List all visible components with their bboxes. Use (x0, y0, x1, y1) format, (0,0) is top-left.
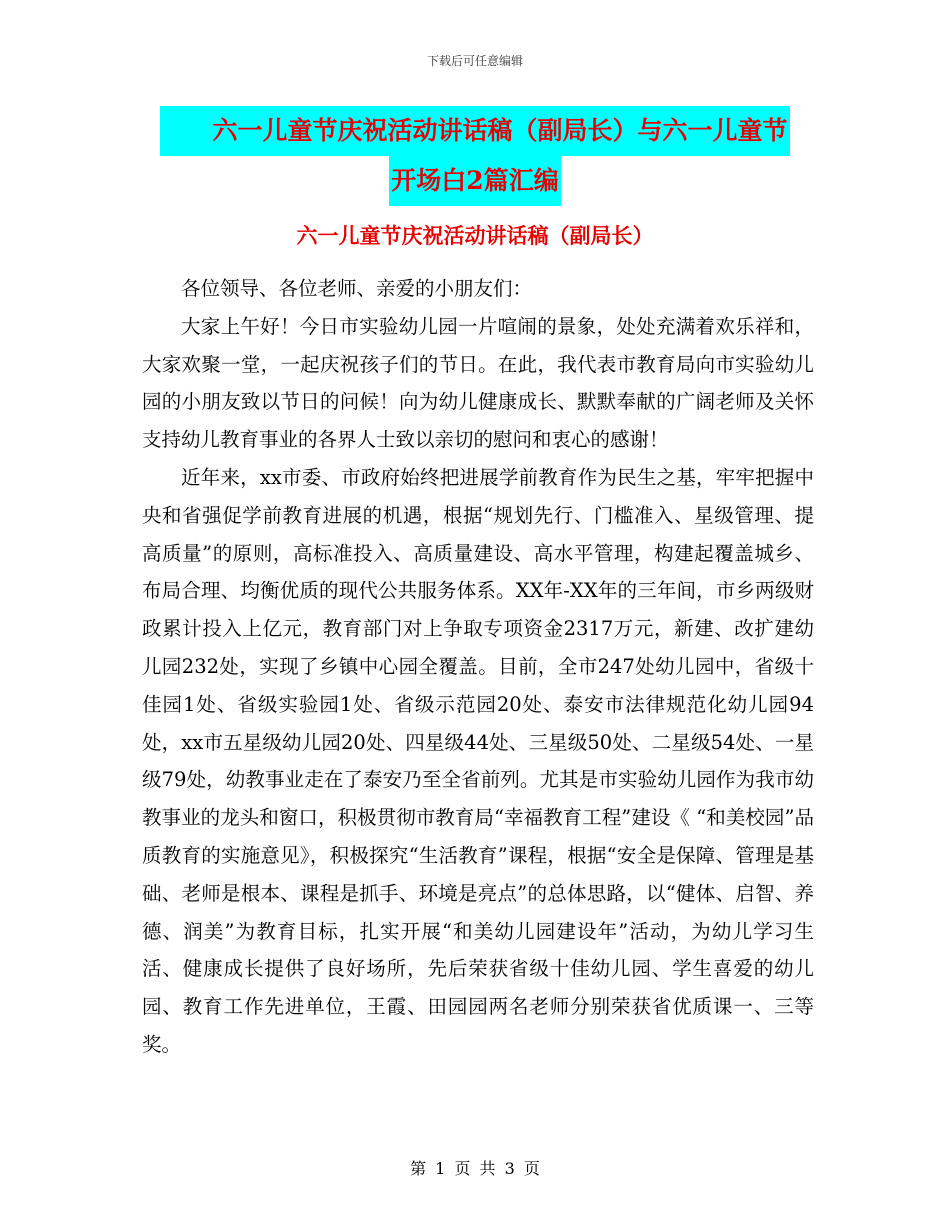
document-title-line-1: 六一儿童节庆祝活动讲话稿（副局长）与六一儿童节 (160, 106, 789, 156)
document-title-line-2: 开场白2篇汇编 (389, 156, 560, 206)
body-text (142, 270, 814, 1064)
header-note: 下载后可任意编辑 (426, 54, 523, 68)
document-title (140, 106, 810, 206)
salutation-paragraph: 各位领导、各位老师、亲爱的小朋友们： (181, 277, 533, 300)
body-paragraph: 大家上午好！今日市实验幼儿园一片喧闹的景象，处处充满着欢乐祥和，大家欢聚一堂，一起庆祝孩子们的节日。在此，我代表市教育局向市实验幼儿园的小朋友致以节日的问候！向为幼儿健康成长、默默奉献的广阔老师及关怀支持幼儿教育事业的各界人士致以亲切的慰问和衷心的感谢！ (142, 314, 814, 452)
body-paragraph: 近年来，xx市委、市政府始终把进展学前教育作为民生之基，牢牢把握中央和省强促学前教育进展的机遇，根据“规划先行、门槛准入、星级管理、提高质量”的原则，高标准投入、高质量建设、高水平管理，构建起覆盖城乡、布局合理、均衡优质的现代公共服务体系。XX年-XX年的三年间，市乡两级财政累计投入上亿元，教育部门对上争取专项资金2317万元，新建、改扩建幼儿园232处，实现了乡镇中心园全覆盖。目前，全市247处幼儿园中，省级十佳园1处、省级实验园1处、省级示范园20处、泰安市法律规范化幼儿园94处，xx市五星级幼儿园20处、四星级44处、三星级50处、二星级54处、一星级79处，幼教事业走在了泰安乃至全省前列。尤其是市实验幼儿园作为我市幼教事业的龙头和窗口，积极贯彻市教育局“幸福教育工程”建设《 “和美校园”品质教育的实施意见》，积极探究“生活教育”课程，根据“安全是保障、管理是基础、老师是根本、课程是抓手、环境是亮点”的总体思路，以“健体、启智、养德、润美”为教育目标，扎实开展“和美幼儿园建设年”活动，为幼儿学习生活、健康成长提供了良好场所，先后荣获省级十佳幼儿园、学生喜爱的幼儿园、教育工作先进单位，王霞、田园园两名老师分别荣获省优质课一、三等奖。 (142, 465, 814, 1056)
section-heading: 六一儿童节庆祝活动讲话稿（副局长） (296, 223, 654, 248)
page-number-footer: 第 1 页 共 3 页 (410, 1159, 540, 1178)
